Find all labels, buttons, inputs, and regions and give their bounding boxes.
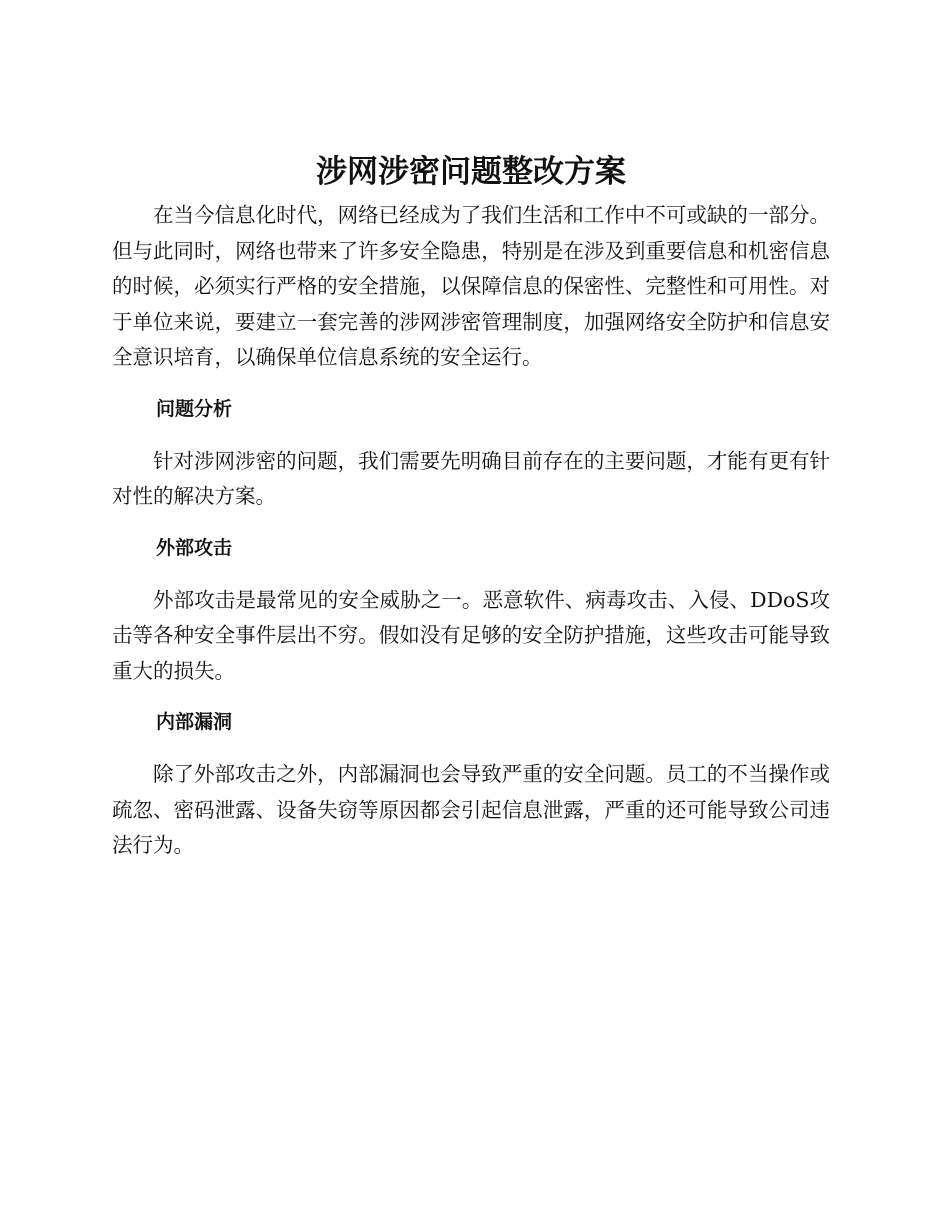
document-page	[112, 150, 830, 882]
section-body-external-attack: 外部攻击是最常见的安全威胁之一。恶意软件、病毒攻击、入侵、DDoS攻击等各种安全事件层出不穷。假如没有足够的安全防护措施，这些攻击可能导致重大的损失。	[112, 587, 830, 683]
section-body-internal-vulnerability: 除了外部攻击之外，内部漏洞也会导致严重的安全问题。员工的不当操作或疏忽、密码泄露、设备失窃等原因都会引起信息泄露，严重的还可能导致公司违法行为。	[112, 762, 830, 857]
section-heading-external-attack: 外部攻击	[156, 536, 233, 559]
section-body-analysis: 针对涉网涉密的问题，我们需要先明确目前存在的主要问题，才能有更有针对性的解决方案。	[112, 448, 830, 508]
intro-paragraph: 在当今信息化时代，网络已经成为了我们生活和工作中不可或缺的一部分。但与此同时，网络也带来了许多安全隐患，特别是在涉及到重要信息和机密信息的时候，必须实行严格的安全措施，以保障信息的保密性、完整性和可用性。对于单位来说，要建立一套完善的涉网涉密管理制度，加强网络安全防护和信息安全意识培育，以确保单位信息系统的安全运行。	[112, 203, 830, 369]
section-heading-analysis: 问题分析	[156, 397, 233, 420]
section-heading-internal-vulnerability: 内部漏洞	[156, 711, 233, 733]
document-title: 涉网涉密问题整改方案	[316, 154, 626, 190]
